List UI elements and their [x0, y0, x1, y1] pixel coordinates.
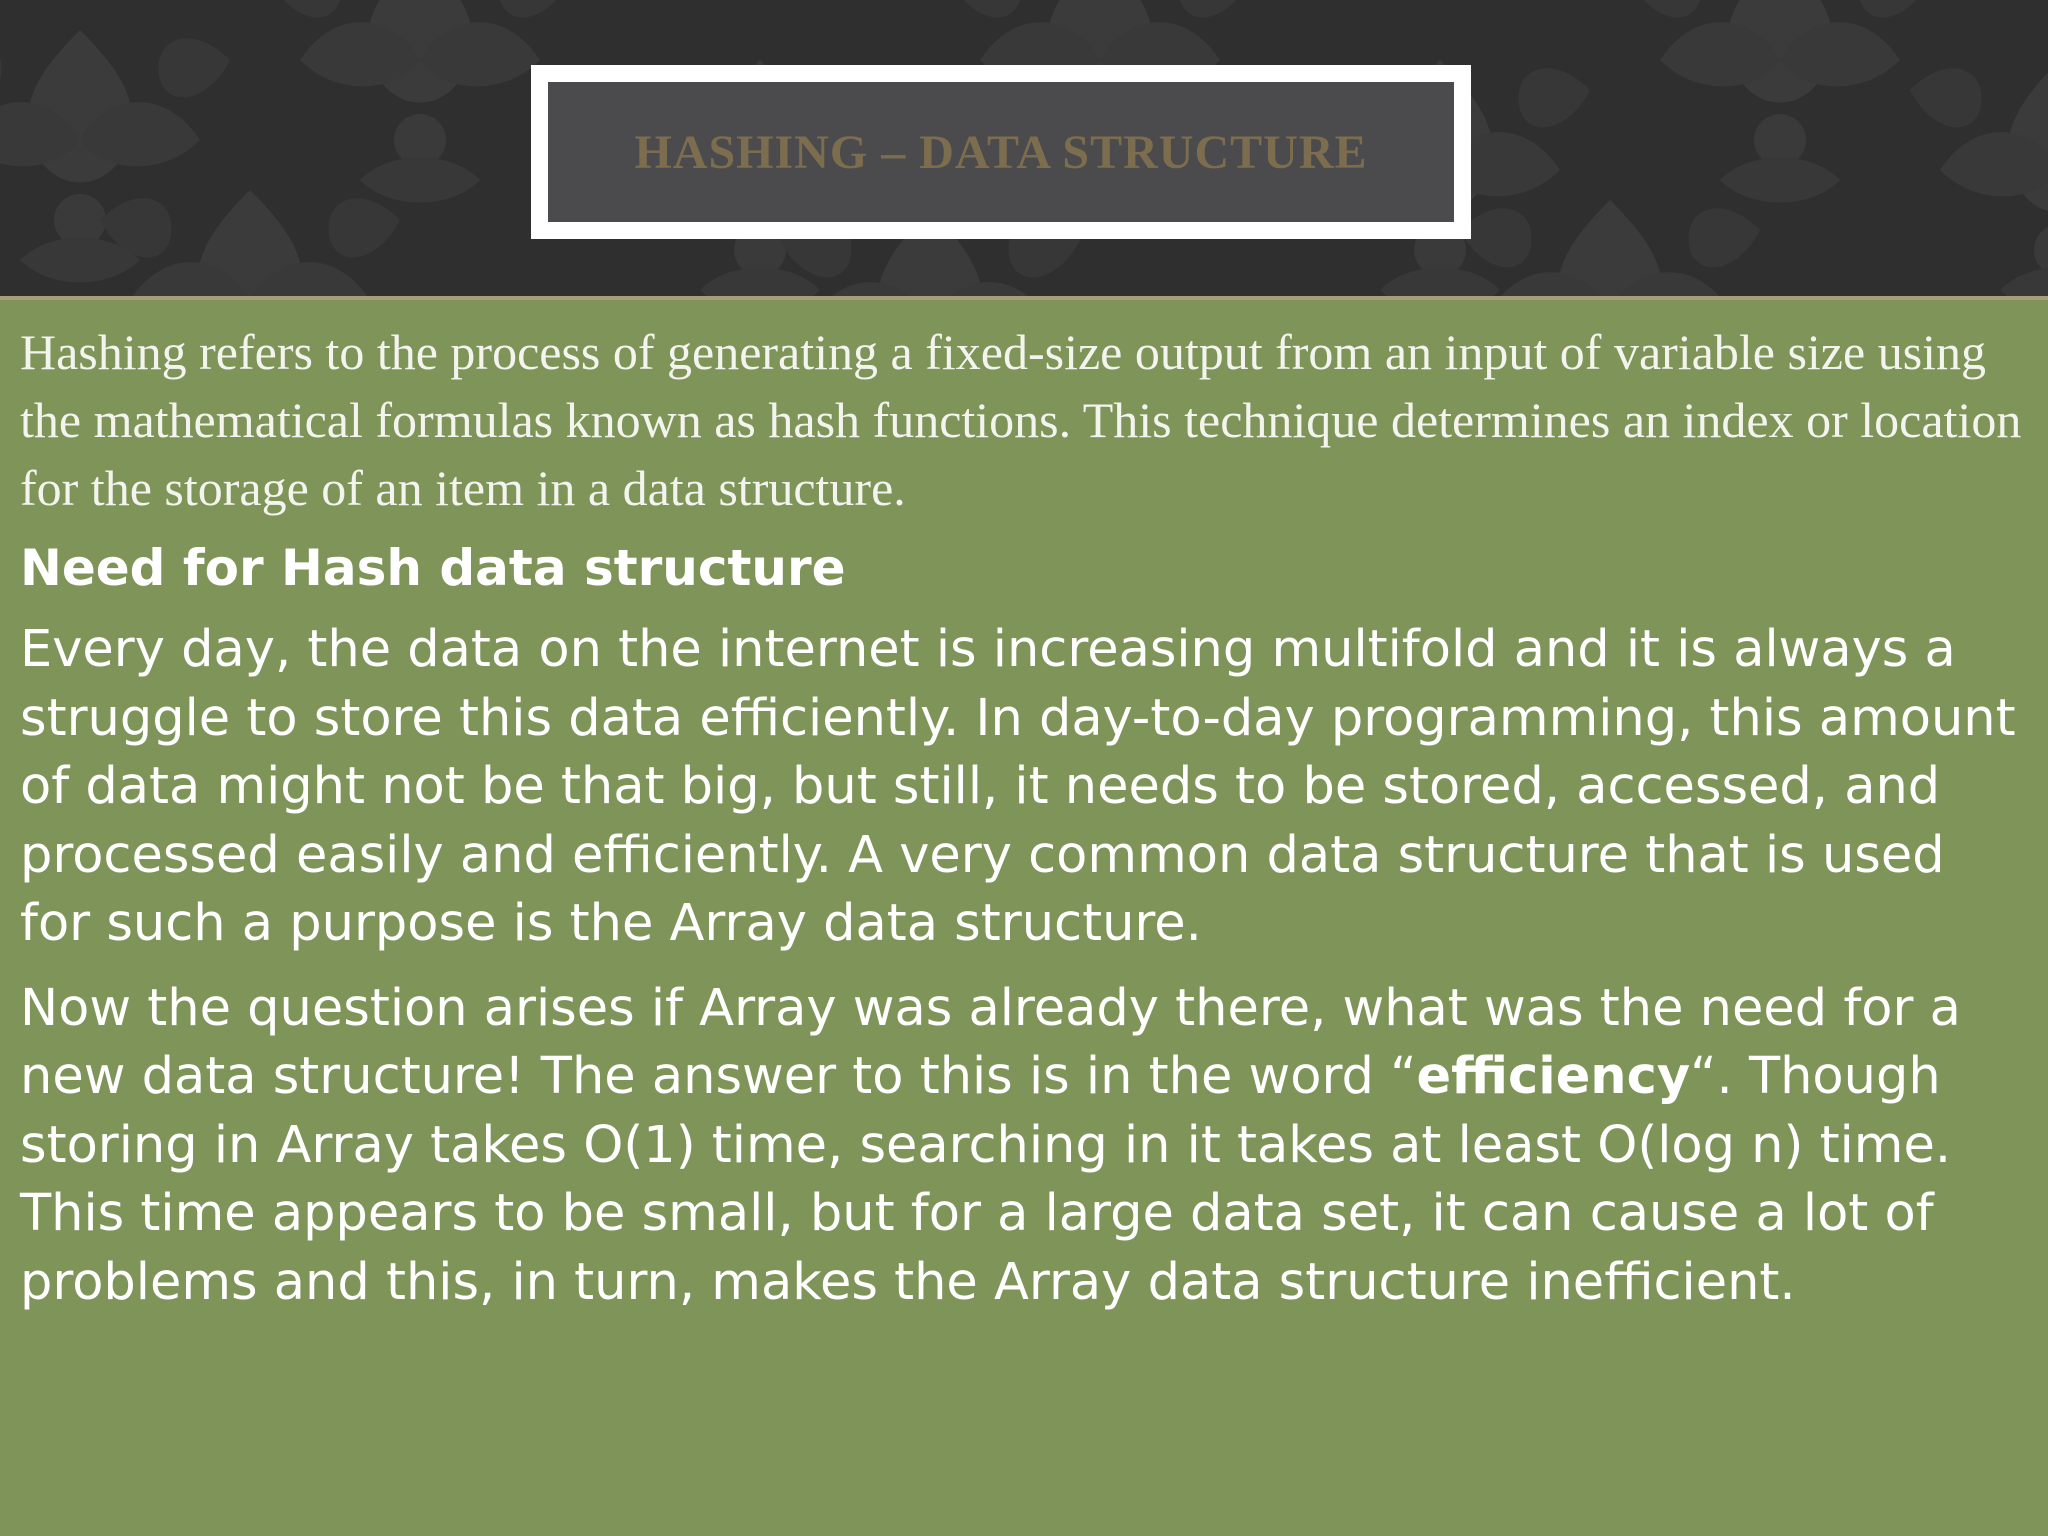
- header-divider: [0, 296, 2048, 300]
- paragraph-1: Every day, the data on the internet is increasing multifold and it is always a struggle to store this data efficiently. In day-to-day programming, this amount of data might not be that big, but still, it needs to be stored, accessed, and processed easily and efficiently. A very common data structure that is used for such a purpose is the Array data structure.: [20, 620, 2016, 953]
- section-heading: Need for Hash data structure: [20, 539, 846, 597]
- intro-paragraph: Hashing refers to the process of generating a fixed-size output from an input of variable size using the mathematical formulas known as hash functions. This technique determines an index or location for the storage of an item in a data structure.: [20, 324, 2022, 516]
- title-box: [548, 82, 1454, 222]
- header-band: [0, 0, 2048, 296]
- slide-title: HASHING – DATA STRUCTURE: [634, 125, 1368, 179]
- paragraph-2-text-start: Now the question arises if Array was already there, what was the need for a new data structure! The answer to this is in the word “: [20, 978, 1961, 1106]
- slide-content: [20, 318, 2030, 1317]
- paragraph-2-text-end: “. Though storing in Array takes O(1) time, searching in it takes at least O(log n) time. This time appears to be small, but for a large data set, it can cause a lot of problems and this, in turn, makes the Array data structure inefficient.: [20, 1047, 1952, 1312]
- paragraph-2-emphasis: efficiency: [1416, 1047, 1691, 1106]
- paragraph-2: [20, 975, 2030, 1318]
- title-frame: [531, 65, 1471, 239]
